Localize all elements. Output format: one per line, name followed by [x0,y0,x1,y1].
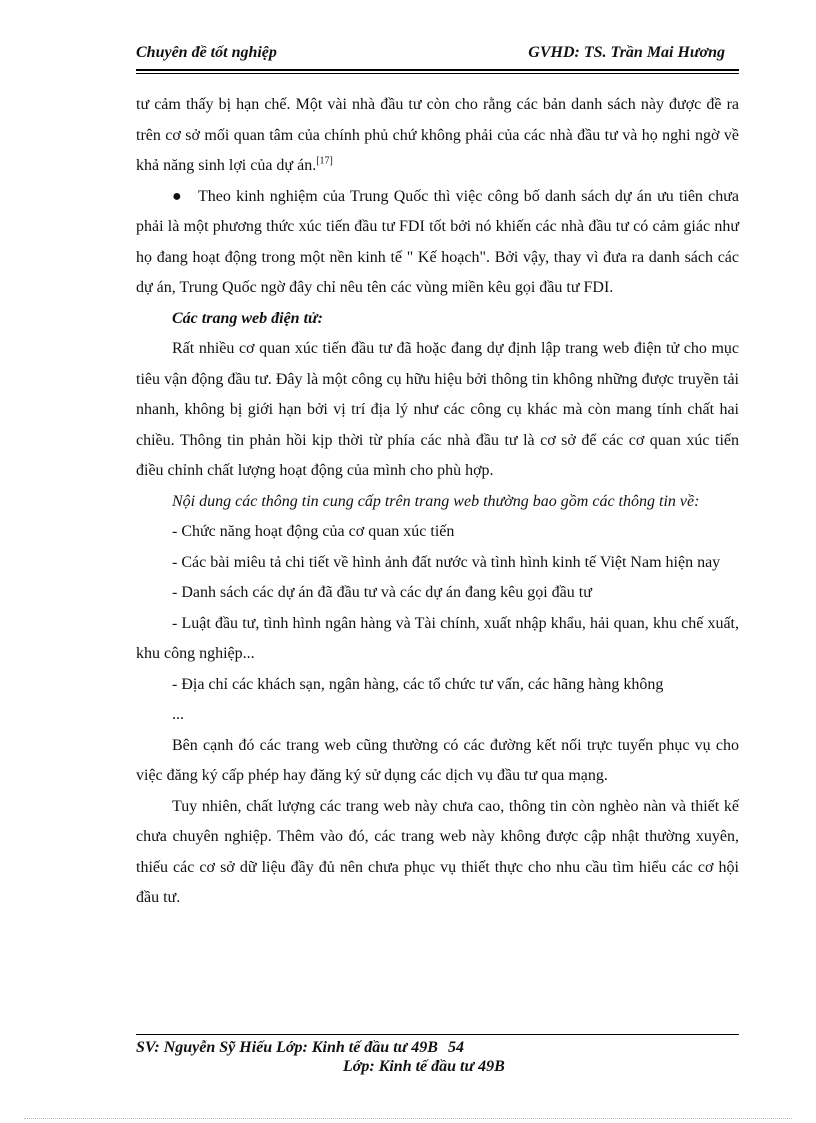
paragraph: Tuy nhiên, chất lượng các trang web này chưa cao, thông tin còn nghèo nàn và thiết kế chưa chuyên nghiệp. Thêm vào đó, các trang web này không được cập nhật thường xuyên, thiếu các cơ sở dữ liệu đầy đủ nên chưa phục vụ thiết thực cho nhu cầu tìm hiểu các cơ hội đầu tư. [136,797,739,906]
paragraph-text: tư cảm thấy bị hạn chế. Một vài nhà đầu tư còn cho rằng các bản danh sách này được đề ra trên cơ sở mối quan tâm của chính phủ chứ không phải của các nhà đầu tư và họ nghi ngờ về khả năng sinh lợi của dự án. [136,96,739,174]
bullet-text: Theo kinh nghiệm của Trung Quốc thì việc công bố danh sách dự án ưu tiên chưa phải là một phương thức xúc tiến đầu tư FDI tốt bởi nó khiến các nhà đầu tư có cảm giác như họ đang hoạt động trong một nền kinh tế " Kế hoạch". Bởi vậy, thay vì đưa ra danh sách các dự án, Trung Quốc ngờ đây chỉ nêu tên các vùng miền kêu gọi đầu tư FDI. [136,187,739,296]
paragraph [136,90,739,182]
list-item: - Địa chỉ các khách sạn, ngân hàng, các tổ chức tư vấn, các hãng hàng không [172,675,664,693]
header-rule-thin [136,73,739,74]
document-body [136,90,739,914]
footer-student: SV: Nguyễn Sỹ Hiếu Lớp: Kinh tế đầu tư 49B [136,1039,438,1056]
footer-rule [136,1034,739,1035]
list-item: - Danh sách các dự án đã đầu tư và các dự án đang kêu gọi đầu tư [172,584,592,601]
paragraph: Rất nhiều cơ quan xúc tiến đầu tư đã hoặc đang dự định lập trang web điện tử cho mục tiêu vận động đầu tư. Đây là một công cụ hữu hiệu bởi thông tin không những được truyền tải nhanh, không bị giới hạn bởi vị trí địa lý như các công cụ khác mà còn mang tính chất hai chiều. Thông tin phản hồi kịp thời từ phía các nhà đầu tư là cơ sở để các cơ quan xúc tiến điều chỉnh chất lượng hoạt động của mình cho phù hợp. [136,340,739,479]
list-item: - Luật đầu tư, tình hình ngân hàng và Tài chính, xuất nhập khẩu, hải quan, khu chế xuất, khu công nghiệp... [136,614,739,662]
reference-mark: [17] [316,155,333,167]
header-title: Chuyên đề tốt nghiệp [136,44,277,61]
header-advisor: GVHD: TS. Trần Mai Hương [528,44,725,61]
section-heading: Các trang web điện tử: [172,309,323,327]
footer-class: Lớp: Kinh tế đầu tư 49B [343,1058,505,1075]
page-number: 54 [448,1039,464,1056]
list-item: - Các bài miêu tả chi tiết về hình ảnh đất nước và tình hình kinh tế Việt Nam hiện nay [172,553,721,571]
list-item: - Chức năng hoạt động của cơ quan xúc tiến [172,523,455,540]
bullet-paragraph [136,182,739,304]
list-intro: Nội dung các thông tin cung cấp trên trang web thường bao gồm các thông tin về: [172,492,700,510]
page-edge [24,1118,792,1119]
list-item: ... [172,706,184,723]
header-rule [136,69,739,71]
bullet-icon: ● [172,187,182,205]
page-header [136,44,739,68]
paragraph: Bên cạnh đó các trang web cũng thường có các đường kết nối trực tuyến phục vụ cho việc đăng ký cấp phép hay đăng ký sử dụng các dịch vụ đầu tư qua mạng. [136,736,739,784]
